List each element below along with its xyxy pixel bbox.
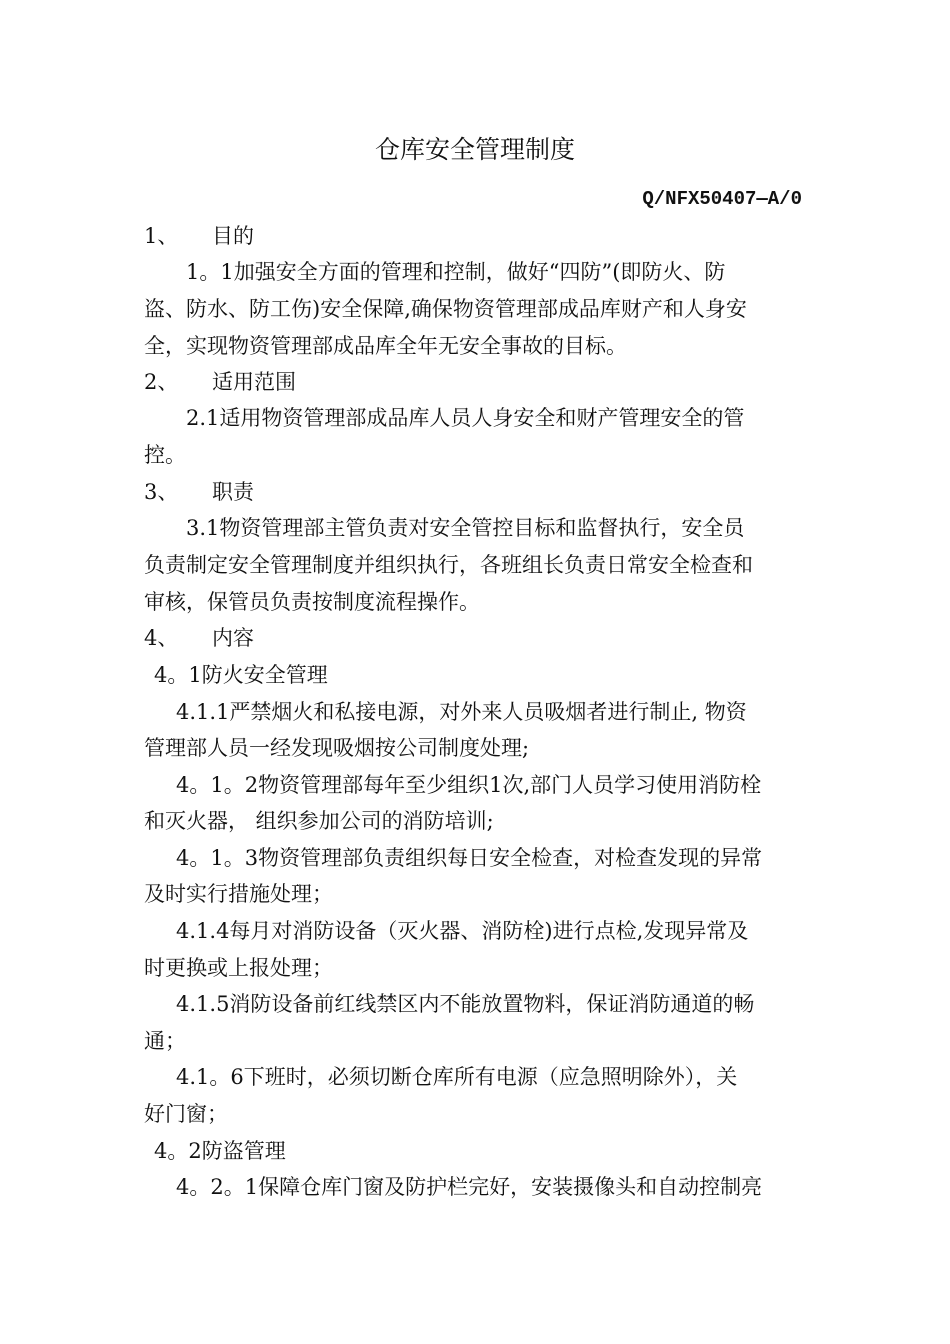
section-heading-purpose <box>144 218 254 254</box>
clause-line: 4.1.4每月对消防设备（灭火器、消防栓)进行点检,发现异常及 <box>176 919 749 943</box>
clause-line: 4。1。2物资管理部每年至少组织1次,部门人员学习使用消防栓 <box>176 773 762 797</box>
paragraph-line: 1。1加强安全方面的管理和控制，做好“四防”(即防火、防 <box>186 260 726 284</box>
clause-line: 4.1.5消防设备前红线禁区内不能放置物料，保证消防通道的畅 <box>176 992 755 1016</box>
section-title: 职责 <box>212 480 254 504</box>
clause-line: 好门窗； <box>144 1102 228 1126</box>
paragraph-line: 负责制定安全管理制度并组织执行，各班组长负责日常安全检查和 <box>144 553 753 577</box>
clause-line: 时更换或上报处理； <box>144 956 333 980</box>
clause-line: 4。1。3物资管理部负责组织每日安全检查，对检查发现的异常 <box>176 846 763 870</box>
section-heading-content <box>144 620 254 656</box>
paragraph-line: 全，实现物资管理部成品库全年无安全事故的目标。 <box>144 334 627 358</box>
section-number: 1、 <box>144 224 179 248</box>
section-title: 适用范围 <box>212 370 296 394</box>
clause-line: 和灭火器， 组织参加公司的消防培训; <box>144 809 494 833</box>
section-title: 内容 <box>212 626 254 650</box>
section-number: 4、 <box>144 626 179 650</box>
clause-line: 4。2。1保障仓库门窗及防护栏完好，安装摄像头和自动控制亮 <box>176 1175 763 1199</box>
paragraph-line: 3.1物资管理部主管负责对安全管控目标和监督执行，安全员 <box>186 516 745 540</box>
section-number: 2、 <box>144 370 179 394</box>
section-number: 3、 <box>144 480 179 504</box>
subsection-heading-theft-prevention: 4。2防盗管理 <box>154 1139 286 1163</box>
section-heading-scope <box>144 364 296 400</box>
document-title: 仓库安全管理制度 <box>374 135 575 164</box>
paragraph-line: 盗、防水、防工伤)安全保障,确保物资管理部成品库财产和人身安 <box>144 297 747 321</box>
subsection-heading-fire-safety: 4。1防火安全管理 <box>154 663 328 687</box>
clause-line: 4.1.1严禁烟火和私接电源，对外来人员吸烟者进行制止, 物资 <box>176 700 747 724</box>
paragraph-line: 控。 <box>144 443 186 467</box>
clause-line: 管理部人员一经发现吸烟按公司制度处理; <box>144 736 530 760</box>
paragraph-line: 2.1适用物资管理部成品库人员人身安全和财产管理安全的管 <box>186 406 745 430</box>
section-title: 目的 <box>212 224 254 248</box>
section-heading-responsibilities <box>144 474 254 510</box>
clause-line: 4.1。6下班时，必须切断仓库所有电源（应急照明除外），关 <box>176 1065 738 1089</box>
paragraph-line: 审核，保管员负责按制度流程操作。 <box>144 590 480 614</box>
clause-line: 通； <box>144 1029 186 1053</box>
document-number: Q/NFX50407—A/0 <box>642 188 802 210</box>
clause-line: 及时实行措施处理； <box>144 882 333 906</box>
